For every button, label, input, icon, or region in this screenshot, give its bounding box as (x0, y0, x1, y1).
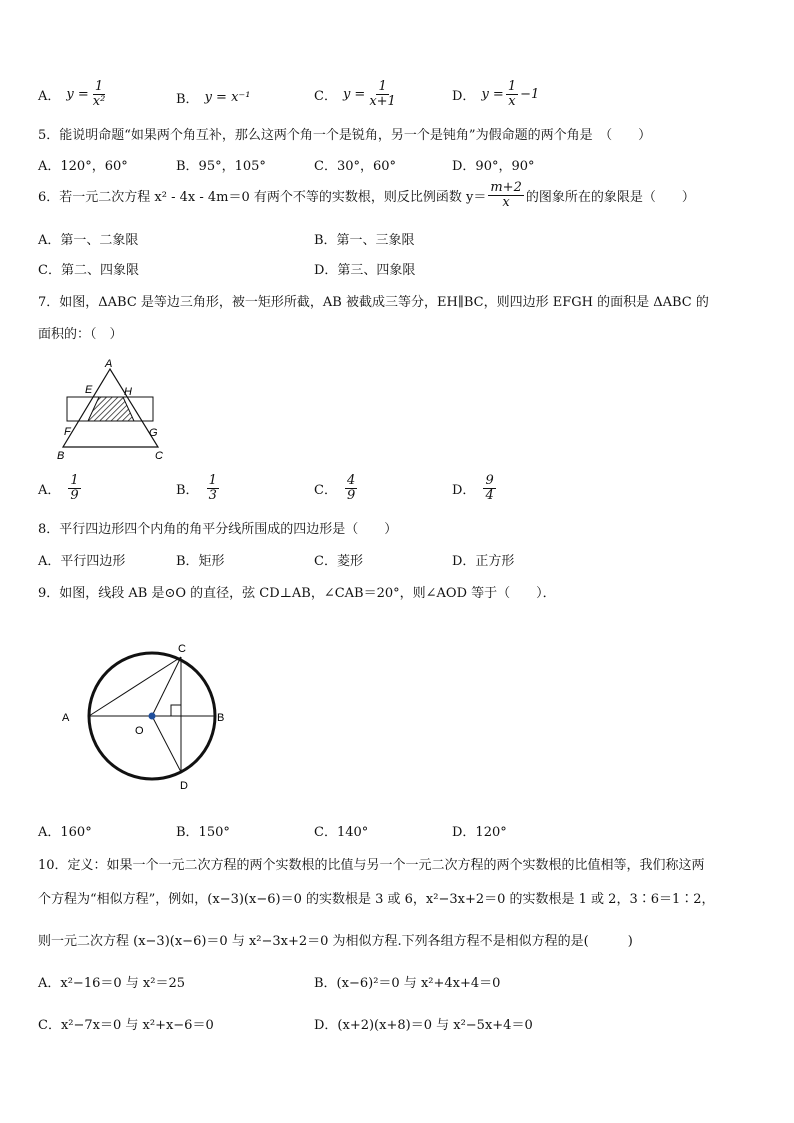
q7-option-c (314, 474, 359, 502)
q7-option-d (452, 474, 498, 502)
q10-stem-line2: 个方程为“相似方程”，例如，(x−3)(x−6)＝0 的实数根是 3 或 6，x²−3x+2＝0 的实数根是 1 或 2，3∶6＝1∶2， (38, 892, 715, 907)
option-label: C． (314, 88, 337, 104)
option-label: A． (38, 482, 61, 498)
q9-option-a: A．160° (38, 825, 92, 840)
numerator: 1 (378, 79, 387, 94)
option-label: D． (452, 88, 476, 104)
q10-option-c: C．x²−7x＝0 与 x²+x−6＝0 (38, 1018, 214, 1033)
label-a: A (105, 358, 113, 370)
q8-option-d: D．正方形 (452, 554, 515, 569)
denominator: 9 (70, 487, 79, 503)
denominator: x² (92, 93, 106, 109)
segment-od (152, 716, 181, 772)
label-c: C (178, 643, 186, 655)
center-point (149, 713, 156, 720)
q6-option-c: C．第二、四象限 (38, 263, 139, 278)
shaded-quadrilateral-efgh (88, 397, 134, 421)
q5-option-b: B．95°，105° (176, 159, 266, 174)
fraction (488, 181, 524, 209)
denominator: x (502, 194, 510, 210)
label-g: G (149, 427, 158, 439)
q7-stem-line1: 7．如图，ΔABC 是等边三角形，被一矩形所截，AB 被截成三等分，EH∥BC，则四边形 EFGH 的面积是 ΔABC 的 (38, 295, 709, 310)
label-a: A (62, 712, 70, 724)
option-label: B． (176, 482, 199, 498)
segment-ac (89, 657, 181, 716)
fraction (91, 80, 108, 108)
fraction (345, 474, 357, 502)
fraction (506, 80, 518, 108)
q6-stem-pre: 6．若一元二次方程 x² - 4x - 4m＝0 有两个不等的实数根，则反比例函数 y＝ (38, 189, 487, 205)
numerator: 1 (208, 473, 217, 488)
label-b: B (57, 450, 65, 462)
q8-option-b: B．矩形 (176, 554, 225, 569)
q10-stem-line1: 10．定义：如果一个一元二次方程的两个实数根的比值与另一个一元二次方程的两个实数根的比值相等，我们称这两 (38, 858, 705, 873)
equation-lhs: y = (481, 86, 504, 102)
q7-triangle-figure (52, 355, 177, 465)
label-f: F (64, 426, 71, 438)
fraction (483, 474, 495, 502)
option-label: D． (452, 482, 476, 498)
q7-stem-line2: 面积的：（ ） (38, 327, 123, 342)
q4-option-d (452, 80, 539, 108)
q8-option-c: C．菱形 (314, 554, 363, 569)
fraction (367, 80, 398, 108)
q10-option-d: D．(x+2)(x+8)＝0 与 x²−5x+4＝0 (314, 1018, 533, 1033)
numerator: 1 (94, 79, 104, 94)
denominator: 4 (485, 487, 494, 503)
q9-option-c: C．140° (314, 825, 369, 840)
q10-option-a: A．x²−16＝0 与 x²＝25 (38, 976, 185, 991)
q5-stem: 5．能说明命题“如果两个角互补，那么这两个角一个是锐角，另一个是钝角”为假命题的两个角是 （ ） (38, 128, 652, 143)
numerator: m+2 (490, 180, 522, 195)
q4-option-b (176, 88, 250, 107)
denominator: x (508, 93, 516, 109)
right-angle-mark (171, 705, 181, 716)
q10-stem-line3: 则一元二次方程 (x−3)(x−6)＝0 与 x²−3x+2＝0 为相似方程.下列各组方程不是相似方程的是( ) (38, 934, 633, 949)
q6-option-d: D．第三、四象限 (314, 263, 416, 278)
q6-option-b: B．第一、三象限 (314, 233, 415, 248)
denominator: x+1 (369, 93, 396, 109)
numerator: 4 (346, 473, 356, 488)
numerator: 1 (507, 79, 517, 94)
q8-stem: 8．平行四边形四个内角的角平分线所围成的四边形是（ ） (38, 522, 398, 537)
option-label: B． (176, 92, 199, 107)
fraction (207, 474, 219, 502)
equation-lhs: y = (342, 86, 366, 102)
q10-option-b: B．(x−6)²＝0 与 x²+4x+4＝0 (314, 976, 501, 991)
q8-option-a: A．平行四边形 (38, 554, 126, 569)
q7-option-a (38, 474, 83, 502)
label-h: H (124, 386, 132, 398)
q6-stem (38, 181, 695, 209)
option-label: C． (314, 482, 337, 498)
q4-option-a (38, 80, 109, 108)
label-d: D (180, 780, 188, 792)
option-label: A． (38, 88, 61, 104)
q9-stem: 9．如图，线段 AB 是⊙O 的直径，弦 CD⊥AB，∠CAB＝20°，则∠AOD 等于（ ）． (38, 586, 556, 601)
equation: y = x⁻¹ (204, 90, 251, 105)
q6-option-a: A．第一、二象限 (38, 233, 139, 248)
equation-tail: −1 (520, 86, 540, 102)
denominator: 9 (346, 487, 356, 503)
q5-option-d: D．90°，90° (452, 159, 535, 174)
q9-option-b: B．150° (176, 825, 230, 840)
numerator: 9 (485, 473, 494, 488)
equation-lhs: y = (66, 86, 89, 102)
denominator: 3 (208, 487, 217, 503)
label-e: E (85, 384, 93, 396)
q9-circle-figure (55, 635, 235, 795)
q7-option-b (176, 474, 221, 502)
label-o: O (135, 725, 144, 737)
q9-option-d: D．120° (452, 825, 507, 840)
numerator: 1 (70, 473, 79, 488)
q5-option-c: C．30°，60° (314, 159, 397, 174)
label-c: C (155, 450, 163, 462)
q6-stem-post: 的图象所在的象限是（ ） (525, 189, 695, 205)
q5-option-a: A．120°，60° (38, 159, 128, 174)
label-b: B (217, 712, 225, 724)
fraction (68, 474, 80, 502)
q4-option-c (314, 80, 400, 108)
